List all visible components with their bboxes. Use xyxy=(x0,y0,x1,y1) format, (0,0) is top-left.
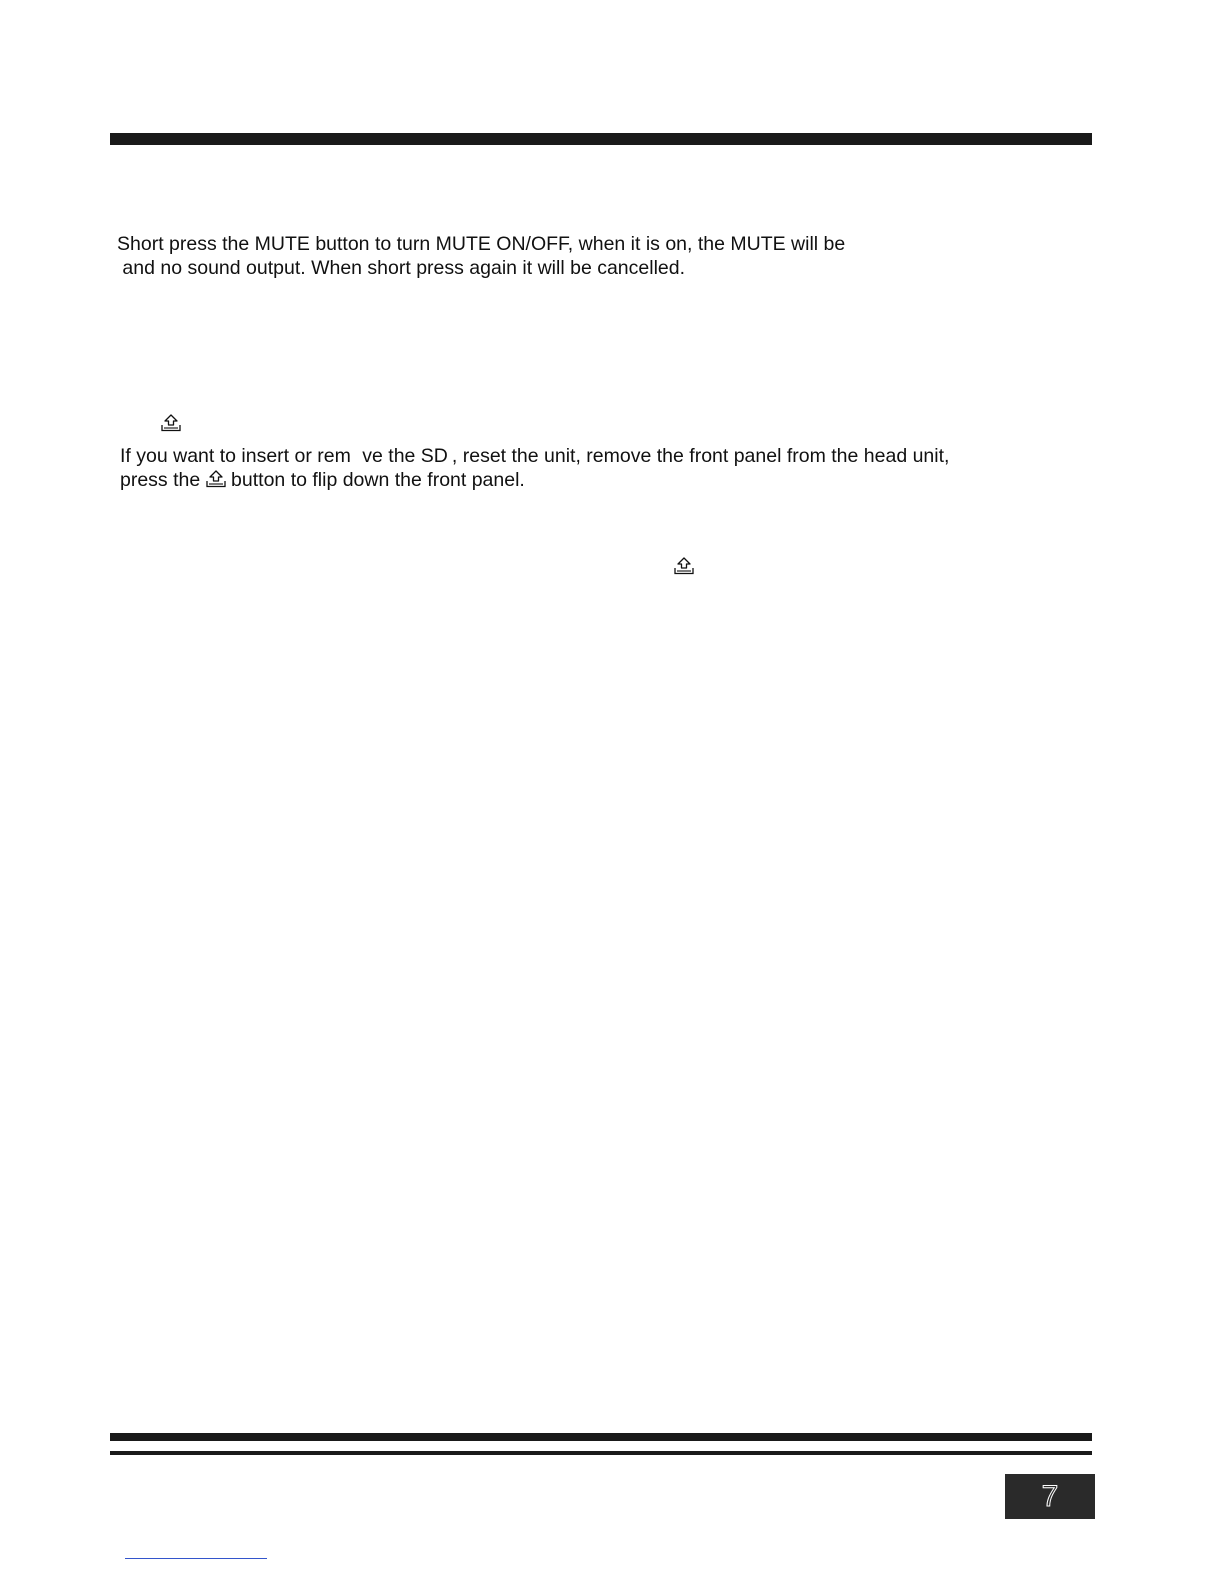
release-line-1-b: ve the SD xyxy=(362,445,448,467)
footer-rule-thick xyxy=(110,1433,1092,1441)
release-heading-icon xyxy=(161,414,181,432)
release-line-2-b: button to flip down the front panel. xyxy=(225,469,525,491)
footer-rule-thin xyxy=(110,1451,1092,1455)
release-line-2-a: press the xyxy=(120,469,206,491)
release-line-1-a: If you want to insert or rem xyxy=(120,445,351,467)
release-line-1-c: , reset the unit, remove the front panel from the head unit, xyxy=(451,445,950,467)
mute-paragraph xyxy=(117,232,845,280)
release-paragraph xyxy=(120,444,949,492)
mute-line-1: Short press the MUTE button to turn MUTE ON/OFF, when it is on, the MUTE will be xyxy=(117,233,846,255)
footer-link-underline[interactable] xyxy=(125,1558,267,1559)
header-rule xyxy=(110,133,1092,145)
mute-line-2: and no sound output. When short press again it will be cancelled. xyxy=(117,257,686,279)
page-number: 7 xyxy=(1041,1479,1059,1513)
release-inline-icon xyxy=(206,470,226,488)
release-standalone-icon xyxy=(674,557,694,575)
page-number-box xyxy=(1005,1474,1095,1519)
